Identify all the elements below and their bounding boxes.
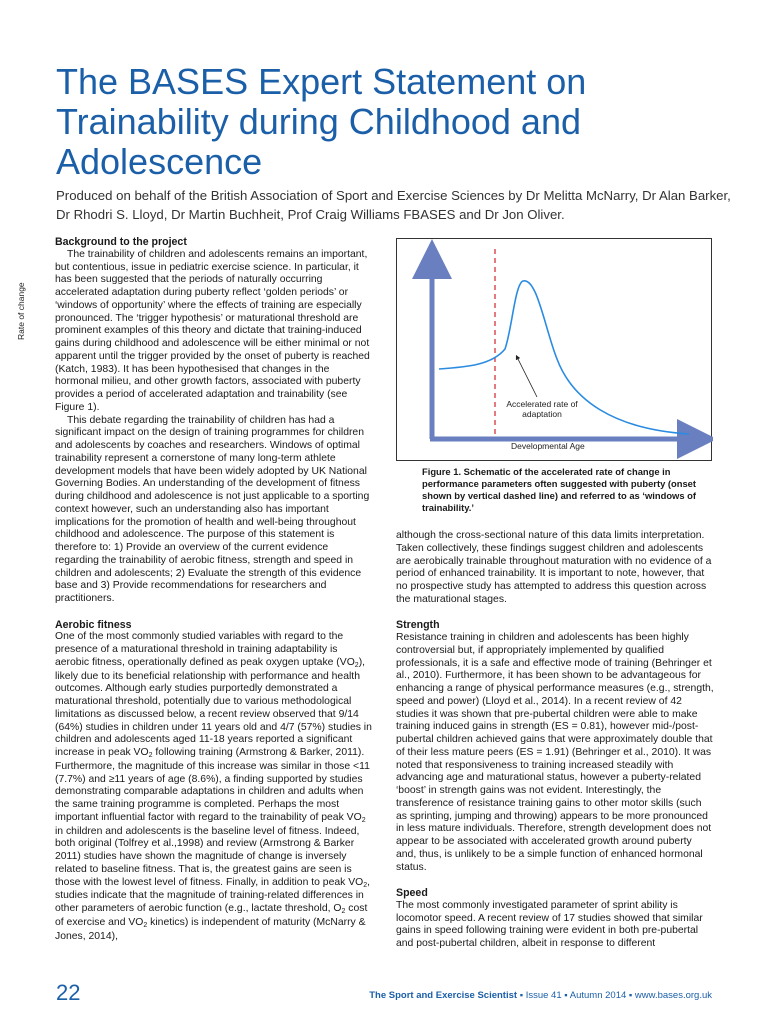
subscript: 2 — [363, 881, 368, 889]
left-column — [55, 236, 373, 943]
aerobic-text-a: One of the most commonly studied variables with regard to the presence of a maturational threshold in training adaptability is aerobic fitness, operationally defined as peak oxygen uptake (VO — [55, 631, 355, 668]
footer-meta: ▪ Issue 41 ▪ Autumn 2014 ▪ www.bases.org.uk — [519, 990, 712, 1001]
page-number: 22 — [56, 980, 81, 1005]
authors-byline: Produced on behalf of the British Association of Sport and Exercise Sciences by Dr Melitta McNarry, Dr Alan Barker, Dr Rhodri S. Lloyd, Dr Martin Buchheit, Prof Craig Williams FBASES and Dr Jon Oliver. — [56, 188, 731, 222]
subscript: 2 — [354, 661, 359, 669]
annotation-arrow — [517, 357, 537, 397]
aerobic-text-c: following training (Armstrong & Barker, 2011). Furthermore, the magnitude of this increase was similar in those <11 (7.7%) and ≥11 years of age (8.6%), a finding supported by studies demonstrating comparable adaptations in children and adults when the same training programme is completed. Perhaps the most important influential factor with regard to the trainability of peak VO — [55, 747, 370, 823]
aerobic-text-d: in children and adolescents is the baseline level of fitness. Indeed, both original (Tolfrey et al.,1998) and review (Armstrong & Barker 2011) studies have shown the magnitude of change is inversely related to baseline fitness. That is, the greatest gains are seen is those with the lowest level of fitness. Finally, in addition to peak VO — [55, 825, 364, 888]
speed-heading: Speed — [396, 887, 428, 899]
figure-caption: Figure 1. Schematic of the accelerated rate of change in performance parameters often suggested with puberty (onset shown by vertical dashed line) and referred to as ‘windows of trainability.’ — [422, 466, 697, 513]
subscript: 2 — [341, 908, 346, 915]
figure-y-label: Rate of change — [16, 282, 26, 340]
background-paragraph-2: This debate regarding the trainability of children has had a significant impact on the design of training programmes for children and adolescents by coaches and researchers. Windows of optimal trainability represent a cornerstone of many long-term athlete development models that have been widely adopted by UK National Governing Bodies. An understanding of the development of fitness during childhood and adolescence is not just applicable to a sporting context however, such an understanding also has important implications for the promotion of health and well-being throughout childhood and adolescence. The purpose of this statement is therefore to: 1) Provide an overview of the current evidence regarding the trainability of aerobic fitness, strength and speed in children and adolescents; 2) Evaluate the strength of this evidence base and 3) Provide recommendations for researchers and practitioners. — [55, 414, 370, 604]
aerobic-paragraph — [55, 631, 373, 943]
aerobic-heading: Aerobic fitness — [55, 618, 132, 631]
footer-journal — [369, 990, 712, 1001]
figure-annotation: Accelerated rate of adaptation — [506, 399, 578, 419]
aerobic-text-f: cost of exercise and VO — [55, 903, 368, 928]
subscript: 2 — [148, 752, 153, 759]
figure-1-schematic — [397, 239, 713, 462]
page-title: The BASES Expert Statement on Trainability during Childhood and Adolescence — [56, 61, 587, 182]
aerobic-text-g: kinetics) is independent of maturity (McNarry & Jones, 2014), — [55, 916, 366, 942]
background-heading: Background to the project — [55, 236, 187, 248]
aerobic-text-e: , studies indicate that the magnitude of training-related differences in other parameters of aerobic function (e.g., lactate threshold, O — [55, 876, 371, 914]
figure-x-label: Developmental Age — [511, 441, 585, 451]
strength-heading: Strength — [396, 619, 440, 632]
speed-paragraph: The most commonly investigated parameter of sprint ability is locomotor speed. A recent review of 17 studies showed that similar gains in speed following training were evident in both pre-pubertal and post-pubertal children, albeit in response to different — [396, 899, 703, 949]
subscript: 2 — [143, 921, 148, 929]
strength-paragraph: Resistance training in children and adolescents has been highly controversial but, if appropriately implemented by qualified professionals, it is a safe and effective mode of training (Behringer et al., 2010). Furthermore, it has been shown to be advantageous for enhancing a range of physical performance measures (e.g., strength, speed and power) (Lloyd et al., 2014). In a recent review of 42 studies it was shown that pre-pubertal children were able to make training induced gains in strength (ES = 0.81), however mid-/post-pubertal children achieved gains that were approximately double that of their less mature peers (ES = 1.91) (Behringer et al., 2010). It was noted that responsiveness to training increased steadily with advancing age and maturational status, however a puberty-related ‘boost’ in strength gains was not evident. Interestingly, the transference of resistance training gains to other motor skills (such as sprinting, jumping and throwing) appears to be more pronounced in less mature individuals. Therefore, strength development does not appear to be associated with accelerated growth around puberty and, thus, is unlikely to be a simple function of enhanced hormonal status. — [396, 632, 714, 873]
subscript: 2 — [361, 816, 366, 824]
right-column — [396, 530, 714, 951]
aerobic-continued: although the cross-sectional nature of this data limits interpretation. Taken collectively, these findings suggest children and adolescents are aerobically trainable throughout maturation with no evidence of a period of enhanced trainability. It is important to note, however, that no prospective study has attempted to address this question across the maturational stages. — [396, 530, 712, 605]
figure-1-box — [396, 238, 712, 461]
journal-name: The Sport and Exercise Scientist — [369, 990, 518, 1001]
aerobic-text-b: ), likely due to its beneficial relationship with performance and health outcomes. Although early studies purportedly demonstrated a maturational threshold, potentially due to various methodological limitations as discussed below, a recent review observed that 9/14 (64%) studies in children under 11 years old and 4/7 (57%) studies in children and adolescents aged 11-18 years reported a significant increase in peak VO — [55, 656, 372, 758]
background-paragraph-1: The trainability of children and adolescents remains an important, but contentious, issue in pediatric exercise science. In particular, it has been suggested that the periods of naturally occurring accelerated adaptation during puberty reflect ‘golden periods’ or ‘windows of opportunity’ where the effects of training are especially pronounced. The ‘trigger hypothesis’ or maturational threshold are prominent examples of this theory and dictate that training-induced gains during childhood and adolescence will be either minimal or not apparent until the trigger provided by the onset of puberty is reached (Katch, 1983). It has been hypothesised that changes in the hormonal milieu, and other growth factors, associated with puberty provides a period of accelerated adaptation and trainability (see Figure 1). — [55, 248, 370, 413]
